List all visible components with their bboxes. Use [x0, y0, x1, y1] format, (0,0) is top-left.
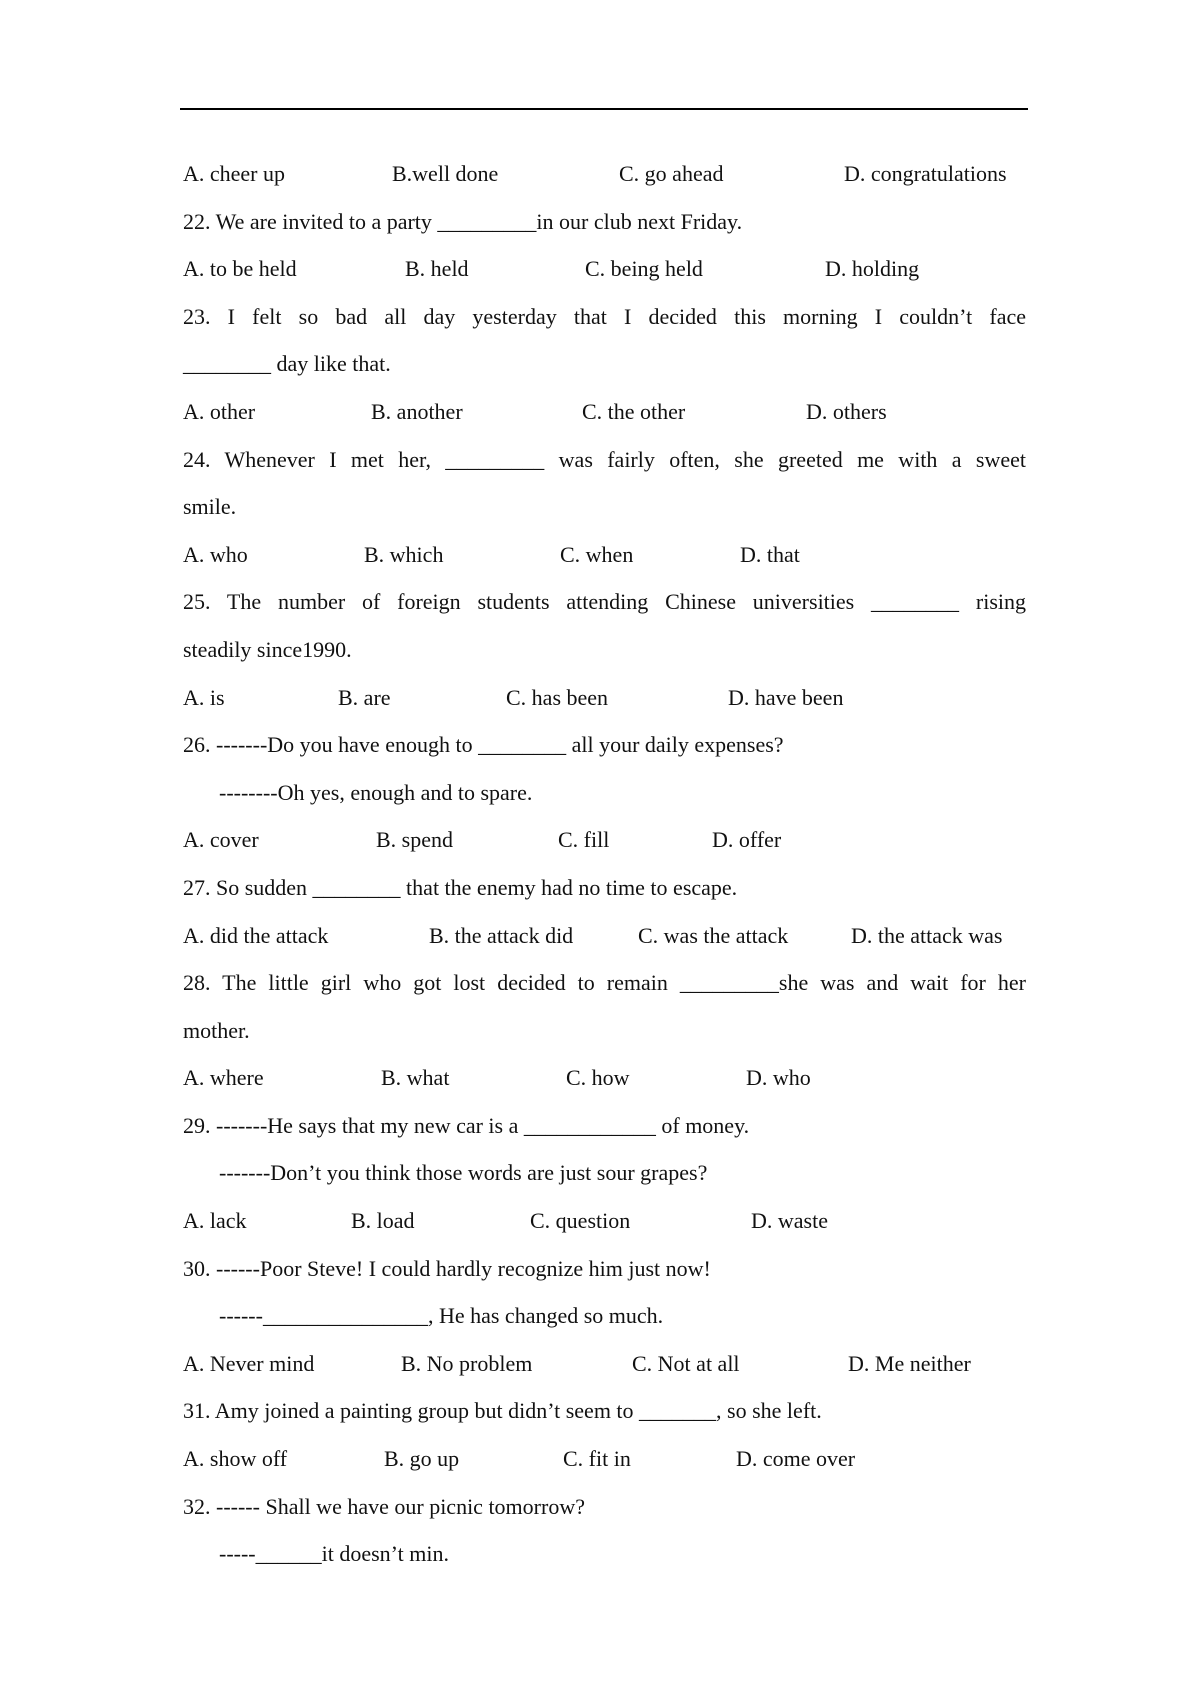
option-b: B. spend — [376, 827, 453, 853]
question-29-stem: 29. -------He says that my new car is a ____________ of money. — [183, 1112, 750, 1138]
options-q26 — [183, 816, 1026, 864]
option-c: C. has been — [506, 684, 609, 710]
option-a: A. show off — [183, 1446, 288, 1472]
question-list — [183, 150, 1026, 1578]
options-q30 — [183, 1340, 1026, 1388]
question-23-stem-cont: ________ day like that. — [183, 351, 391, 377]
header-rule — [180, 108, 1028, 110]
option-a: A. where — [183, 1065, 264, 1091]
question-28-stem: 28. The little girl who got lost decided to remain _________she was and wait for her — [183, 970, 1026, 996]
question-28-stem-cont: mother. — [183, 1017, 250, 1043]
options-q29 — [183, 1197, 1026, 1245]
question-30-stem-cont: ------_______________, He has changed so much. — [219, 1303, 664, 1329]
option-c: C. being held — [585, 256, 703, 282]
option-a: A. to be held — [183, 256, 297, 282]
option-a: A. cheer up — [183, 161, 286, 186]
option-b: B. held — [405, 256, 469, 282]
option-d: D. who — [746, 1065, 811, 1091]
option-d: D. the attack was — [851, 922, 1003, 948]
question-26-stem-cont: --------Oh yes, enough and to spare. — [219, 779, 533, 805]
option-d: D. holding — [825, 256, 920, 282]
question-30-stem: 30. ------Poor Steve! I could hardly recognize him just now! — [183, 1255, 711, 1281]
option-c: C. how — [566, 1065, 630, 1091]
options-q24 — [183, 531, 1026, 579]
options-q28 — [183, 1054, 1026, 1102]
question-22-stem: 22. We are invited to a party _________in our club next Friday. — [183, 208, 743, 234]
option-b: B. what — [381, 1065, 450, 1091]
option-b: B. another — [371, 398, 463, 424]
option-d: D. waste — [751, 1208, 828, 1234]
option-c: C. was the attack — [638, 922, 789, 948]
option-a: A. cover — [183, 827, 259, 853]
option-a: A. is — [183, 684, 225, 710]
option-b: B. are — [338, 684, 391, 710]
question-25-stem-cont: steadily since1990. — [183, 636, 352, 662]
option-d: D. have been — [728, 684, 844, 710]
option-b: B. the attack did — [429, 922, 574, 948]
option-a: A. who — [183, 541, 248, 567]
question-26-stem: 26. -------Do you have enough to ________ all your daily expenses? — [183, 732, 784, 758]
option-d: D. congratulations — [844, 161, 1007, 186]
question-24-stem-cont: smile. — [183, 494, 237, 520]
option-b: B. load — [351, 1208, 415, 1234]
question-32-stem-cont: -----______it doesn’t min. — [219, 1541, 449, 1567]
options-q27 — [183, 912, 1026, 960]
options-q21 — [183, 150, 1026, 198]
question-31-stem: 31. Amy joined a painting group but didn’t seem to _______, so she left. — [183, 1398, 822, 1424]
question-23-stem: 23. I felt so bad all day yesterday that I decided this morning I couldn’t face — [183, 303, 1026, 329]
question-27-stem: 27. So sudden ________ that the enemy had no time to escape. — [183, 874, 738, 900]
option-d: D. offer — [712, 827, 782, 853]
options-q22 — [183, 245, 1026, 293]
option-c: C. go ahead — [619, 161, 724, 186]
question-29-stem-cont: -------Don’t you think those words are just sour grapes? — [219, 1160, 708, 1186]
option-b: B. which — [364, 541, 444, 567]
option-d: D. Me neither — [848, 1350, 971, 1376]
option-a: A. did the attack — [183, 922, 329, 948]
option-b: B. No problem — [401, 1350, 533, 1376]
option-a: A. other — [183, 398, 256, 424]
option-c: C. fill — [558, 827, 610, 853]
option-c: C. Not at all — [632, 1350, 740, 1376]
question-24-stem: 24. Whenever I met her, _________ was fairly often, she greeted me with a sweet — [183, 446, 1026, 472]
option-d: D. that — [740, 541, 800, 567]
option-c: C. question — [530, 1208, 631, 1234]
options-q31 — [183, 1435, 1026, 1483]
option-d: D. others — [806, 398, 887, 424]
question-25-stem: 25. The number of foreign students attending Chinese universities ________ rising — [183, 589, 1026, 615]
option-a: A. lack — [183, 1208, 247, 1234]
option-c: C. when — [560, 541, 634, 567]
option-b: B.well done — [392, 161, 499, 186]
option-b: B. go up — [384, 1446, 460, 1472]
options-q25 — [183, 674, 1026, 722]
option-a: A. Never mind — [183, 1350, 315, 1376]
question-32-stem: 32. ------ Shall we have our picnic tomorrow? — [183, 1493, 585, 1519]
options-q23 — [183, 388, 1026, 436]
option-c: C. fit in — [563, 1446, 631, 1472]
option-c: C. the other — [582, 398, 686, 424]
option-d: D. come over — [736, 1446, 856, 1472]
